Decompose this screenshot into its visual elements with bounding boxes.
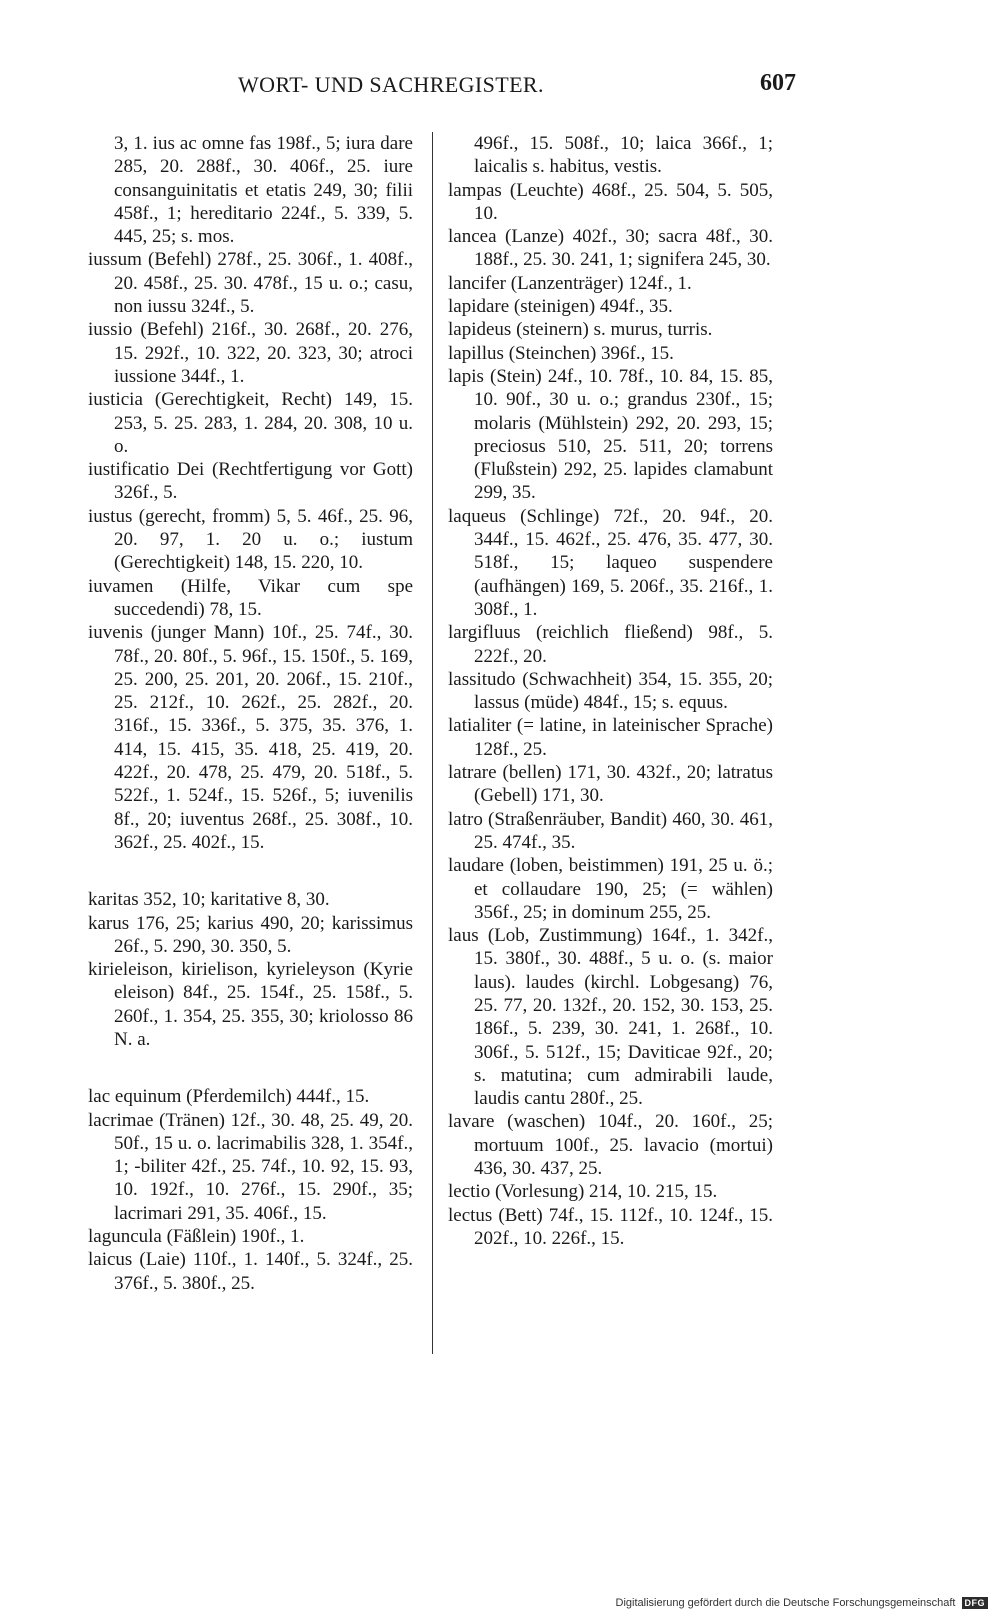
- digitization-credit: Digitalisierung gefördert durch die Deutsche Forschungsgemeinschaft: [615, 1597, 956, 1609]
- index-entry: lac equinum (Pferdemilch) 444f., 15.: [88, 1086, 370, 1108]
- index-entry: laicus (Laie) 110f., 1. 140f., 5. 324f., 25. 376f., 5. 380f., 25.: [88, 1249, 413, 1294]
- index-entry: lapidare (steinigen) 494f., 35.: [448, 296, 673, 318]
- index-entry: iustificatio Dei (Rechtfertigung vor Gott) 326f., 5.: [88, 459, 413, 504]
- index-entry: lapillus (Steinchen) 396f., 15.: [448, 342, 674, 364]
- index-entry: latro (Straßenräuber, Bandit) 460, 30. 461, 25. 474f., 35.: [448, 808, 773, 853]
- index-entry-continuation: 496f., 15. 508f., 10; laica 366f., 1; laicalis s. habitus, vestis.: [474, 133, 773, 178]
- index-entry-continuation: 3, 1. ius ac omne fas 198f., 5; iura dare 285, 20. 288f., 30. 406f., 25. iure consanguinitatis et etatis 249, 30; filii 458f., 1; hereditario 224f., 5. 339, 5. 445, 25; s. mos.: [114, 133, 413, 248]
- index-entry: laguncula (Fäßlein) 190f., 1.: [88, 1226, 305, 1248]
- index-entry: lacrimae (Tränen) 12f., 30. 48, 25. 49, 20. 50f., 15 u. o. lacrimabilis 328, 1. 354f., 1; -biliter 42f., 25. 74f., 10. 92, 15. 93, 10. 192f., 10. 276f., 15. 290f., 35; lacrimari 291, 35. 406f., 15.: [88, 1109, 413, 1224]
- index-entry: lapideus (steinern) s. murus, turris.: [448, 319, 713, 341]
- right-column: [448, 132, 773, 1250]
- index-entry: kirieleison, kirielison, kyrieleyson (Kyrie eleison) 84f., 25. 154f., 25. 158f., 5. 260f., 1. 354, 25. 355, 30; kriolosso 86 N. a.: [88, 959, 413, 1050]
- dfg-logo: DFG: [962, 1597, 989, 1609]
- footer: [616, 1597, 988, 1609]
- index-entry: lampas (Leuchte) 468f., 25. 504, 5. 505, 10.: [448, 179, 773, 224]
- index-entry: lapis (Stein) 24f., 10. 78f., 10. 84, 15. 85, 10. 90f., 30 u. o.; grandus 230f., 15; molaris (Mühlstein) 292, 20. 293, 15; preciosus 510, 25. 511, 20; torrens (Flußstein) 292, 25. lapides clamabunt 299, 35.: [448, 365, 773, 504]
- index-entry: iuvamen (Hilfe, Vikar cum spe succedendi) 78, 15.: [88, 575, 413, 620]
- index-columns: [88, 132, 796, 1412]
- page-header: [88, 68, 796, 104]
- page-number: 607: [760, 70, 796, 96]
- index-entry: lancea (Lanze) 402f., 30; sacra 48f., 30. 188f., 25. 30. 241, 1; signifera 245, 30.: [448, 226, 773, 271]
- index-entry: iuvenis (junger Mann) 10f., 25. 74f., 30. 78f., 20. 80f., 5. 96f., 15. 150f., 5. 169, 25. 200, 25. 201, 20. 206f., 15. 210f., 25. 212f., 10. 262f., 25. 282f., 20. 316f., 15. 336f., 5. 375, 35. 376, 1. 414, 15. 415, 35. 418, 25. 419, 20. 422f., 20. 478, 25. 479, 20. 518f., 5. 522f., 1. 524f., 15. 526f., 5; iuvenilis 8f., 20; iuventus 268f., 25. 308f., 10. 362f., 25. 402f., 15.: [88, 622, 413, 853]
- index-entry: iustus (gerecht, fromm) 5, 5. 46f., 25. 96, 20. 97, 1. 20 u. o.; iustum (Gerechtigkeit) 148, 15. 220, 10.: [88, 505, 413, 574]
- index-entry: largifluus (reichlich fließend) 98f., 5. 222f., 20.: [448, 622, 773, 667]
- index-entry: lectio (Vorlesung) 214, 10. 215, 15.: [448, 1181, 718, 1203]
- index-entry: latialiter (= latine, in lateinischer Sprache) 128f., 25.: [448, 715, 773, 760]
- index-entry: lectus (Bett) 74f., 15. 112f., 10. 124f., 15. 202f., 10. 226f., 15.: [448, 1204, 773, 1249]
- left-column: [88, 132, 413, 1295]
- index-entry: iussum (Befehl) 278f., 25. 306f., 1. 408f., 20. 458f., 25. 30. 478f., 15 u. o.; casu, non iussu 324f., 5.: [88, 249, 413, 318]
- index-entry: iussio (Befehl) 216f., 30. 268f., 20. 276, 15. 292f., 10. 322, 20. 323, 30; atroci iussione 344f., 1.: [88, 319, 413, 387]
- index-entry: latrare (bellen) 171, 30. 432f., 20; latratus (Gebell) 171, 30.: [448, 762, 773, 807]
- index-entry: lassitudo (Schwachheit) 354, 15. 355, 20; lassus (müde) 484f., 15; s. equus.: [448, 668, 773, 714]
- index-entry: laudare (loben, beistimmen) 191, 25 u. ö.; et collaudare 190, 25; (= wählen) 356f., 25; in dominum 255, 25.: [448, 855, 773, 923]
- index-entry: karus 176, 25; karius 490, 20; karissimus 26f., 5. 290, 30. 350, 5.: [88, 912, 413, 957]
- index-entry: iusticia (Gerechtigkeit, Recht) 149, 15. 253, 5. 25. 283, 1. 284, 20. 308, 10 u. o.: [88, 389, 413, 457]
- running-title: WORT- UND SACHREGISTER.: [238, 72, 544, 97]
- index-entry: laqueus (Schlinge) 72f., 20. 94f., 20. 344f., 15. 462f., 25. 476, 35. 477, 30. 518f., 15; laqueo suspendere (aufhängen) 169, 5. 206f., 35. 216f., 1. 308f., 1.: [448, 505, 773, 620]
- index-entry: lancifer (Lanzenträger) 124f., 1.: [448, 272, 692, 294]
- index-entry: lavare (waschen) 104f., 20. 160f., 25; mortuum 100f., 25. lavacio (mortui) 436, 30. 437, 25.: [448, 1111, 773, 1180]
- column-divider: [432, 132, 433, 1354]
- index-entry: karitas 352, 10; karitative 8, 30.: [88, 889, 330, 911]
- index-entry: laus (Lob, Zustimmung) 164f., 1. 342f., 15. 380f., 30. 488f., 5 u. o. (s. maior laus). laudes (kirchl. Lobgesang) 76, 25. 77, 20. 132f., 20. 152, 30. 153, 25. 186f., 5. 239, 30. 241, 1. 268f., 10. 306f., 5. 512f., 15; Daviticae 92f., 20; s. matutina; cum admirabili laude, laudis cantu 280f., 25.: [448, 925, 773, 1110]
